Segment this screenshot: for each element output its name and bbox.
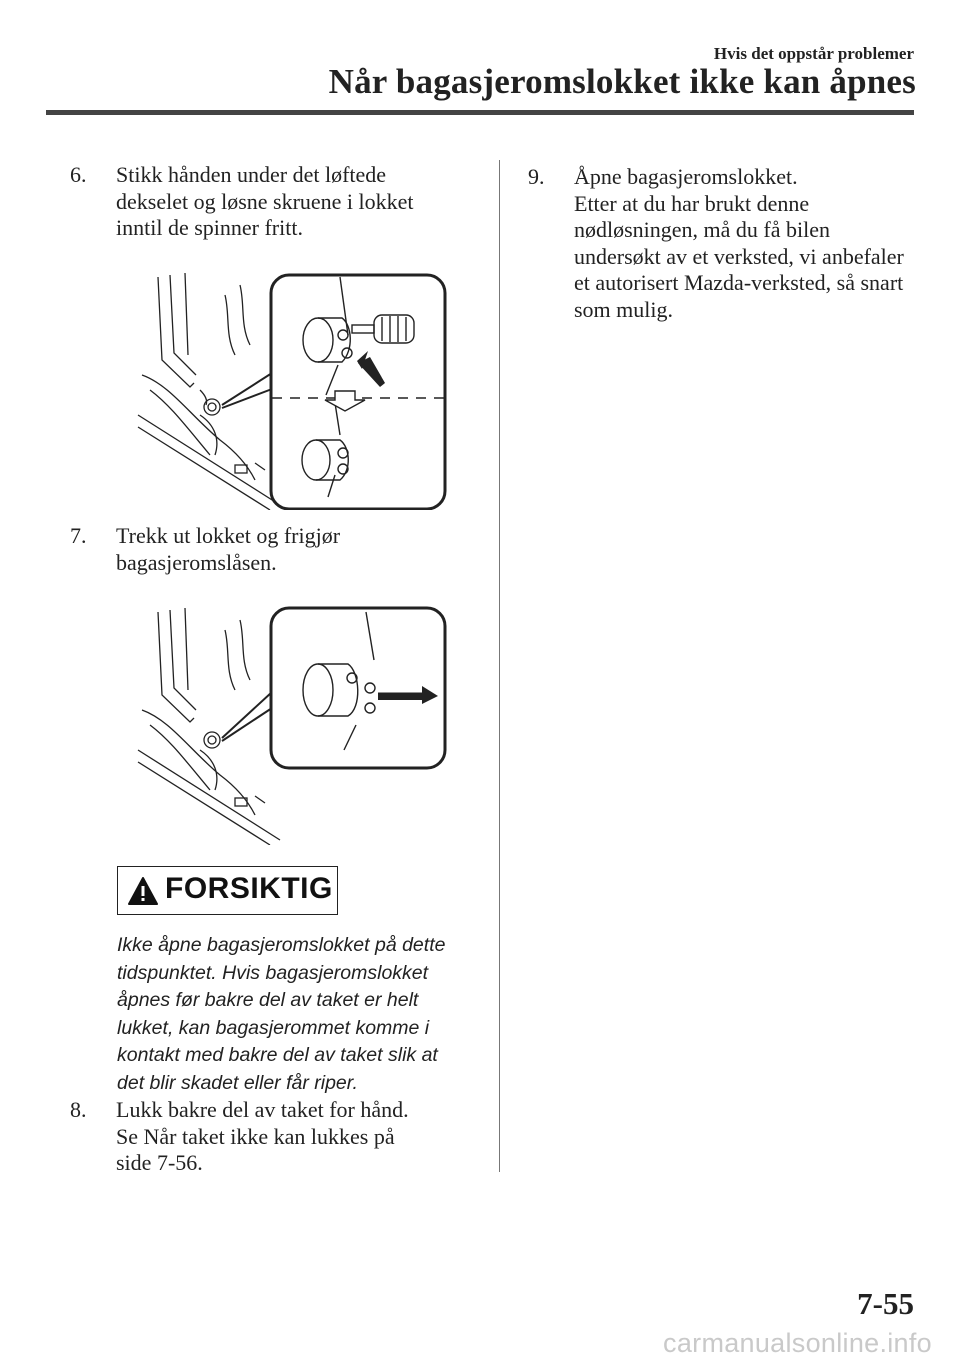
step-number: 7. [70, 523, 87, 548]
step-line: som mulig. [574, 296, 674, 322]
caution-line: Ikke åpne bagasjeromslokket på dette [117, 934, 446, 956]
caution-line: tidspunktet. Hvis bagasjeromslokket [117, 961, 429, 984]
step-line: Stikk hånden under det løftede [116, 162, 387, 187]
step-6 [70, 162, 470, 242]
step-number: 9. [528, 164, 545, 189]
step-line: et autorisert Mazda-verksted, så snart [574, 270, 904, 295]
step-7 [70, 523, 470, 577]
step-line: inntil de spinner fritt. [116, 215, 303, 240]
step-number: 6. [70, 162, 87, 187]
caution-line: lukket, kan bagasjerommet komme i [117, 1016, 430, 1039]
section-header: Hvis det oppstår problemer [713, 44, 914, 63]
step-line: Se Når taket ikke kan lukkes på [116, 1123, 395, 1149]
column-divider [499, 160, 500, 1172]
illustration-pull-cap [130, 600, 450, 845]
caution-line: kontakt med bakre del av taket slik at [117, 1044, 438, 1066]
step-line: Åpne bagasjeromslokket. [574, 164, 798, 189]
step-line: bagasjeromslåsen. [116, 549, 277, 575]
page-title: Når bagasjeromslokket ikke kan åpnes [328, 62, 916, 101]
illustration-loosen-screws [130, 265, 450, 510]
step-line: Trekk ut lokket og frigjør [116, 523, 341, 548]
watermark: carmanualsonline.info [663, 1328, 932, 1358]
warning-triangle-icon [127, 876, 159, 906]
page-number: 7-55 [857, 1286, 914, 1321]
step-number: 8. [70, 1097, 87, 1122]
step-text [116, 1097, 409, 1177]
step-line: nødløsningen, må du få bilen [574, 217, 831, 242]
caution-line: det blir skadet eller får riper. [117, 1071, 358, 1094]
step-8 [70, 1097, 470, 1177]
step-line: Lukk bakre del av taket for hånd. [116, 1097, 409, 1122]
caution-line: åpnes før bakre del av taket er helt [117, 989, 419, 1011]
step-line: side 7-56. [116, 1150, 203, 1175]
step-line: Etter at du har brukt denne [574, 190, 810, 216]
step-9 [528, 164, 928, 324]
caution-label: FORSIKTIG [165, 872, 333, 905]
step-text [116, 523, 340, 576]
header-rule [46, 110, 914, 115]
caution-box [117, 866, 338, 915]
step-line: undersøkt av et verksted, vi anbefaler [574, 243, 904, 269]
caution-text [117, 932, 477, 1097]
step-text [574, 164, 904, 323]
step-text [116, 162, 414, 242]
step-line: dekselet og løsne skruene i lokket [116, 188, 414, 214]
